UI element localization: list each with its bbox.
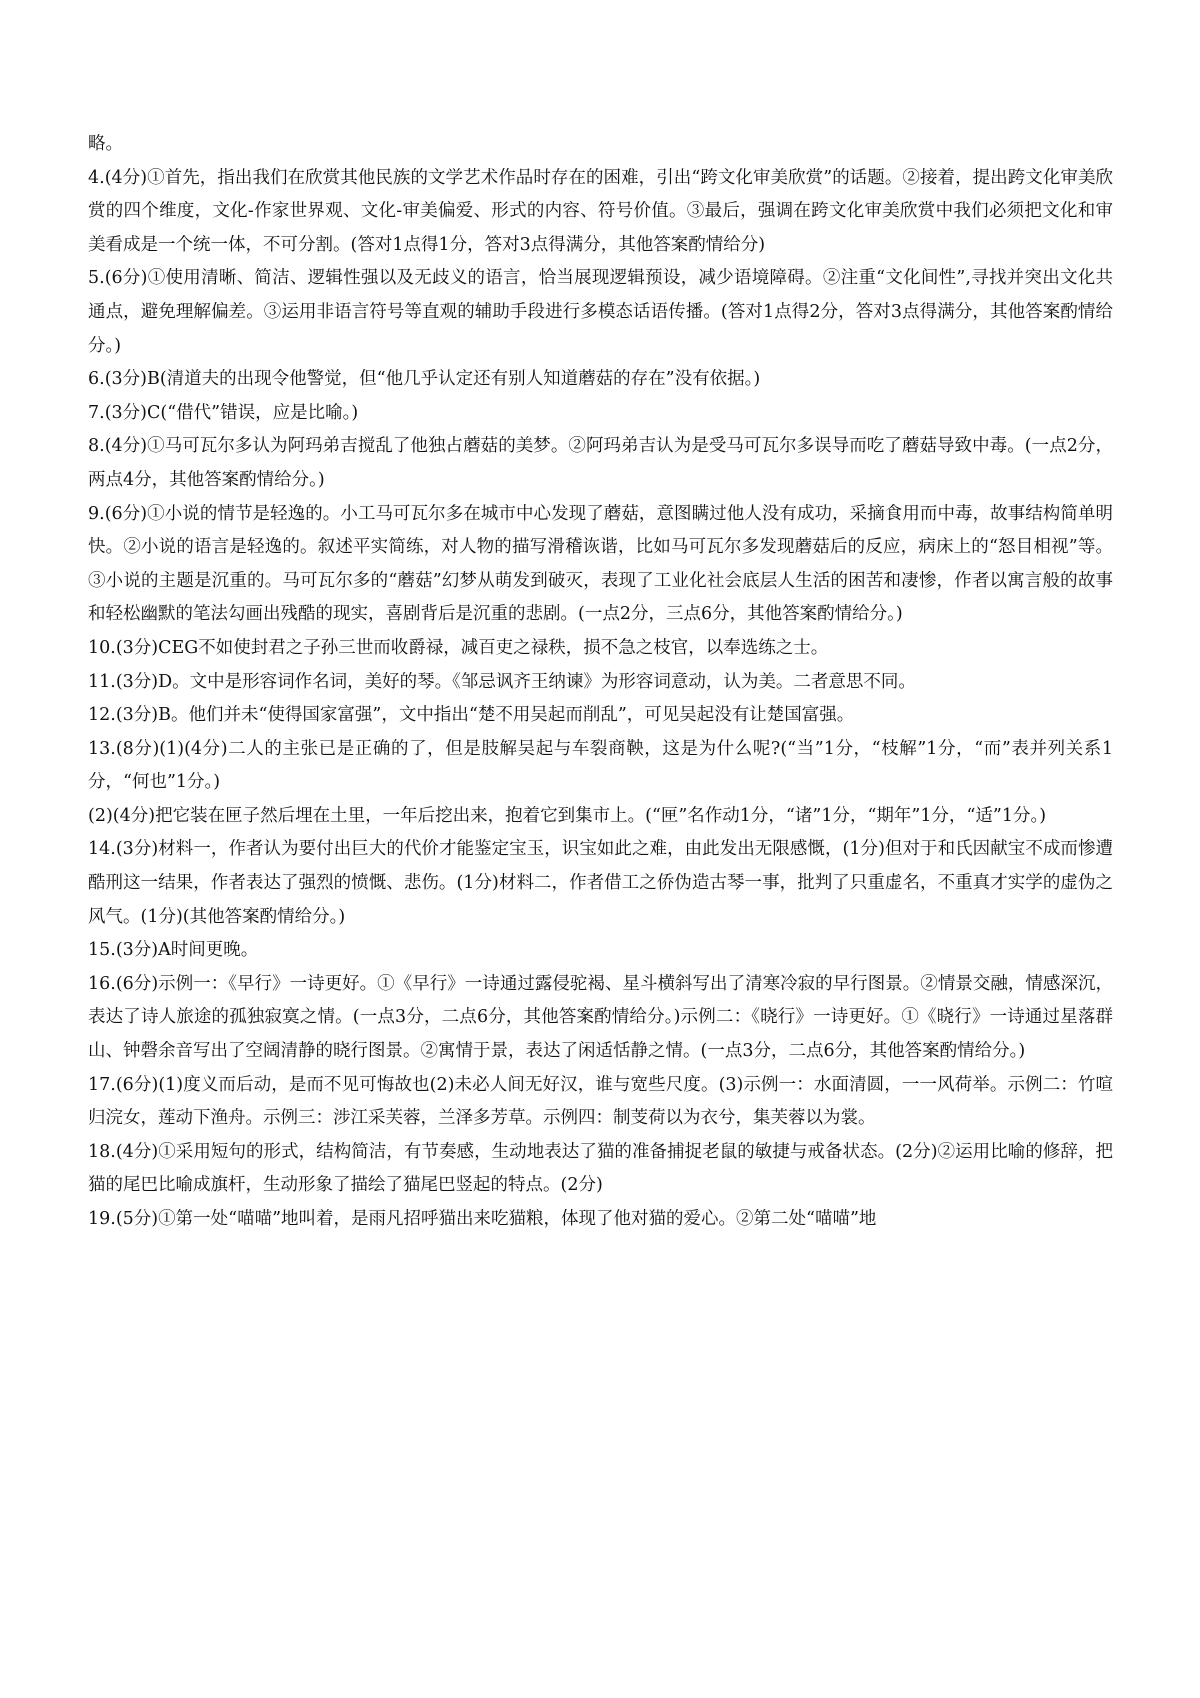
answer-10: 10.(3分)CEG不如使封君之子孙三世而收爵禄，减百吏之禄秩，损不急之枝官，以奉选练之士。 <box>88 637 829 658</box>
answer-15: 15.(3分)A时间更晚。 <box>88 940 259 961</box>
answer-7: 7.(3分)C(“借代”错误，应是比喻。) <box>88 402 359 423</box>
answer-17: 17.(6分)(1)度义而后动，是而不见可悔故也(2)未必人间无好汉，谁与宽些尺度。(3)示例一：水面清圆，一一风荷举。示例二：竹喧归浣女，莲动下渔舟。示例三：涉江采芙蓉，兰泽多芳草。示例四：制芰荷以为衣兮，集芙蓉以为裳。 <box>88 1074 1113 1129</box>
answer-16: 16.(6分)示例一：《早行》一诗更好。①《早行》一诗通过露侵驼褐、星斗横斜写出了清寒冷寂的早行图景。②情景交融，情感深沉，表达了诗人旅途的孤独寂寞之情。(一点3分，二点6分，其他答案酌情给分。)示例二：《晓行》一诗更好。①《晓行》一诗通过星落群山、钟磬余音写出了空阔清静的晓行图景。②寓情于景，表达了闲适恬静之情。(一点3分，二点6分，其他答案酌情给分。) <box>88 973 1113 1062</box>
answer-6: 6.(3分)B(清道夫的出现令他警觉，但“他几乎认定还有别人知道蘑菇的存在”没有依据。) <box>88 369 761 390</box>
answer-key-document <box>88 128 1113 1237</box>
answer-11: 11.(3分)D。文中是形容词作名词，美好的琴。《邹忌讽齐王纳谏》为形容词意动，认为美。二者意思不同。 <box>88 671 916 692</box>
answer-18: 18.(4分)①采用短句的形式，结构简洁，有节奏感，生动地表达了猫的准备捕捉老鼠的敏捷与戒备状态。(2分)②运用比喻的修辞，把猫的尾巴比喻成旗杆，生动形象了描绘了猫尾巴竖起的特点。(2分) <box>88 1141 1113 1196</box>
answer-5: 5.(6分)①使用清晰、简洁、逻辑性强以及无歧义的语言，恰当展现逻辑预设，减少语境障碍。②注重“文化间性”,寻找并突出文化共通点，避免理解偏差。③运用非语言符号等直观的辅助手段进行多模态话语传播。(答对1点得2分，答对3点得满分，其他答案酌情给分。) <box>88 268 1113 356</box>
answer-4: 4.(4分)①首先，指出我们在欣赏其他民族的文学艺术作品时存在的困难，引出“跨文化审美欣赏”的话题。②接着，提出跨文化审美欣赏的四个维度，文化-作家世界观、文化-审美偏爱、形式的内容、符号价值。③最后，强调在跨文化审美欣赏中我们必须把文化和审美看成是一个统一体，不可分割。(答对1点得1分，答对3点得满分，其他答案酌情给分) <box>88 167 1113 255</box>
answer-14: 14.(3分)材料一，作者认为要付出巨大的代价才能鉴定宝玉，识宝如此之难，由此发出无限感慨，(1分)但对于和氏因献宝不成而惨遭酷刑这一结果，作者表达了强烈的愤慨、悲伤。(1分)材料二，作者借工之侨伪造古琴一事，批判了只重虚名，不重真才实学的虚伪之风气。(1分)(其他答案酌情给分。) <box>88 839 1113 927</box>
answer-12: 12.(3分)B。他们并未“使得国家富强”，文中指出“楚不用吴起而削乱”，可见吴起没有让楚国富强。 <box>88 705 855 726</box>
answer-9: 9.(6分)①小说的情节是轻逸的。小工马可瓦尔多在城市中心发现了蘑菇，意图瞒过他人没有成功，采摘食用而中毒，故事结构简单明快。②小说的语言是轻逸的。叙述平实简练，对人物的描写滑稽诙谐，比如马可瓦尔多发现蘑菇后的反应，病床上的“怒目相视”等。③小说的主题是沉重的。马可瓦尔多的“蘑菇”幻梦从萌发到破灭，表现了工业化社会底层人生活的困苦和凄惨，作者以寓言般的故事和轻松幽默的笔法勾画出残酷的现实，喜剧背后是沉重的悲剧。(一点2分，三点6分，其他答案酌情给分。) <box>88 503 1113 625</box>
answer-13-1: 13.(8分)(1)(4分)二人的主张已是正确的了，但是肢解吴起与车裂商鞅，这是为什么呢?(“当”1分，“枝解”1分，“而”表并列关系1分，“何也”1分。) <box>88 738 1113 793</box>
answer-fragment: 略。 <box>88 134 123 154</box>
answer-8: 8.(4分)①马可瓦尔多认为阿玛弟吉搅乱了他独占蘑菇的美梦。②阿玛弟吉认为是受马可瓦尔多误导而吃了蘑菇导致中毒。(一点2分，两点4分，其他答案酌情给分。) <box>88 436 1113 490</box>
answer-19: 19.(5分)①第一处“喵喵”地叫着，是雨凡招呼猫出来吃猫粮，体现了他对猫的爱心。②第二处“喵喵”地 <box>88 1209 877 1229</box>
answer-13-2: (2)(4分)把它装在匣子然后埋在土里，一年后挖出来，抱着它到集市上。(“匣”名作动1分，“诸”1分，“期年”1分，“适”1分。) <box>88 805 1047 826</box>
